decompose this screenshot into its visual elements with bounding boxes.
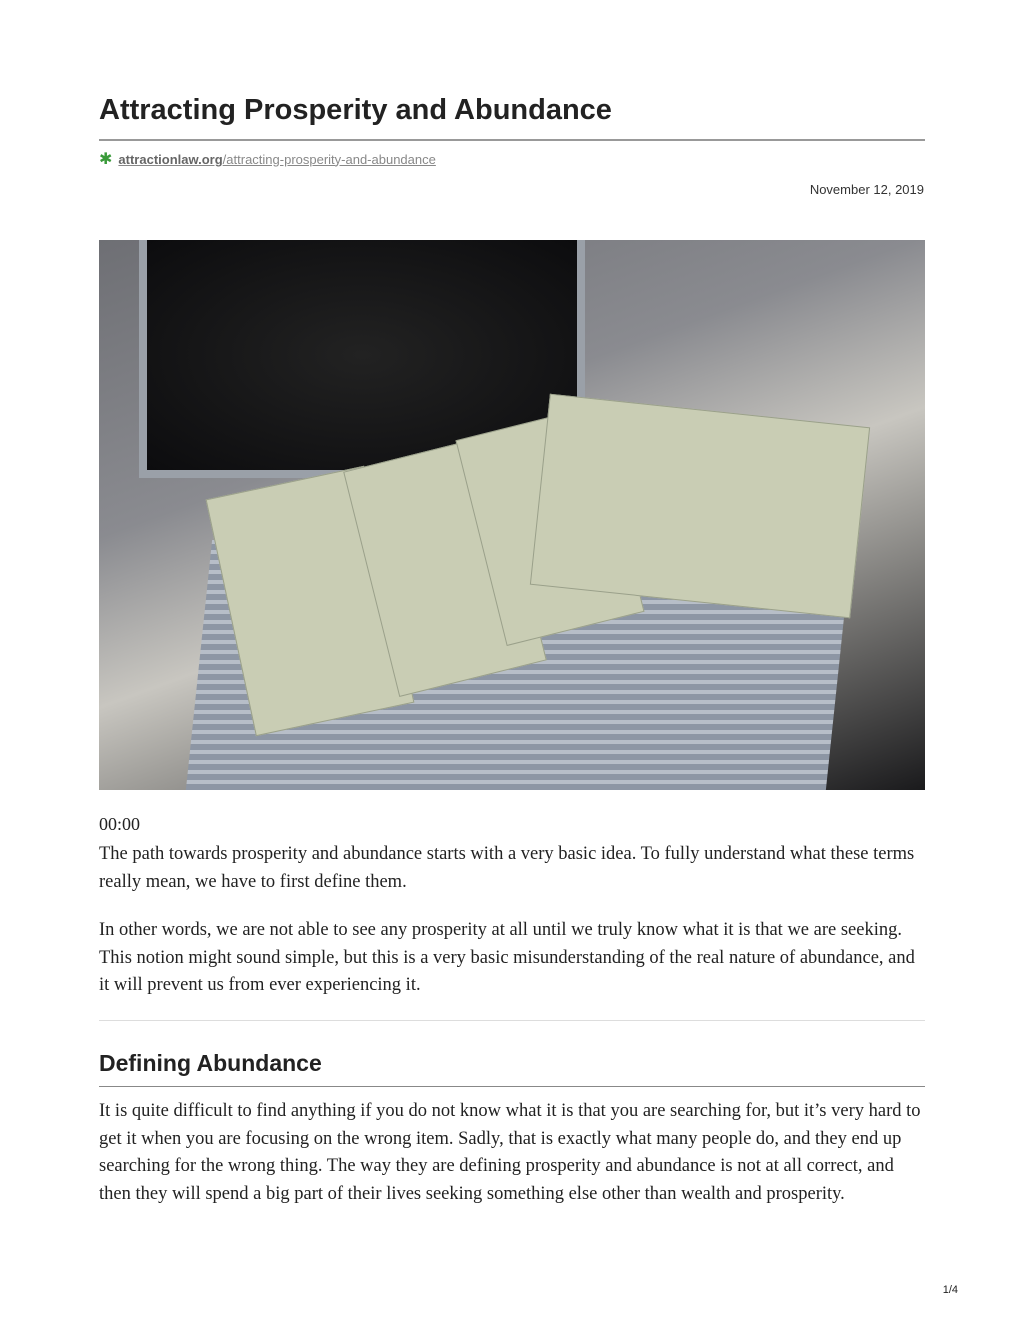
title-rule	[99, 139, 925, 141]
paragraph-second: In other words, we are not able to see any prosperity at all until we truly know what it is that we are seeking. This notion might sound simple, but this is a very basic misunderstanding of the real nature of abundance, and it will prevent us from ever experiencing it.	[99, 920, 915, 995]
heading-rule	[99, 1086, 925, 1087]
audio-timestamp[interactable]: 00:00	[99, 814, 141, 834]
paragraph-intro: The path towards prosperity and abundance starts with a very basic idea. To fully understand what these terms really mean, we have to first define them.	[99, 844, 915, 892]
section-paragraph: It is quite difficult to find anything if you do not know what it is that you are searching for, but it’s very hard to get it when you are focusing on the wrong item. Sadly, that is exactly what many people do, and they end up searching for the wrong thing. The way they are defining prosperity and abundance is not at all correct, and then they will spend a big part of their lives seeking something else other than wealth and prosperity.	[99, 1101, 921, 1204]
source-link[interactable]: attractionlaw.org/attracting-prosperity-and-abundance	[118, 151, 436, 167]
page-title: Attracting Prosperity and Abundance	[99, 94, 612, 126]
section-heading: Defining Abundance	[99, 1050, 322, 1076]
page-number: 1/4	[942, 1284, 958, 1296]
briefcase-money-photo	[99, 240, 925, 790]
palm-tree-icon: ✱	[99, 151, 113, 168]
section-divider	[99, 1020, 925, 1021]
source-link-row	[99, 149, 436, 169]
publish-date: November 12, 2019	[809, 182, 924, 197]
